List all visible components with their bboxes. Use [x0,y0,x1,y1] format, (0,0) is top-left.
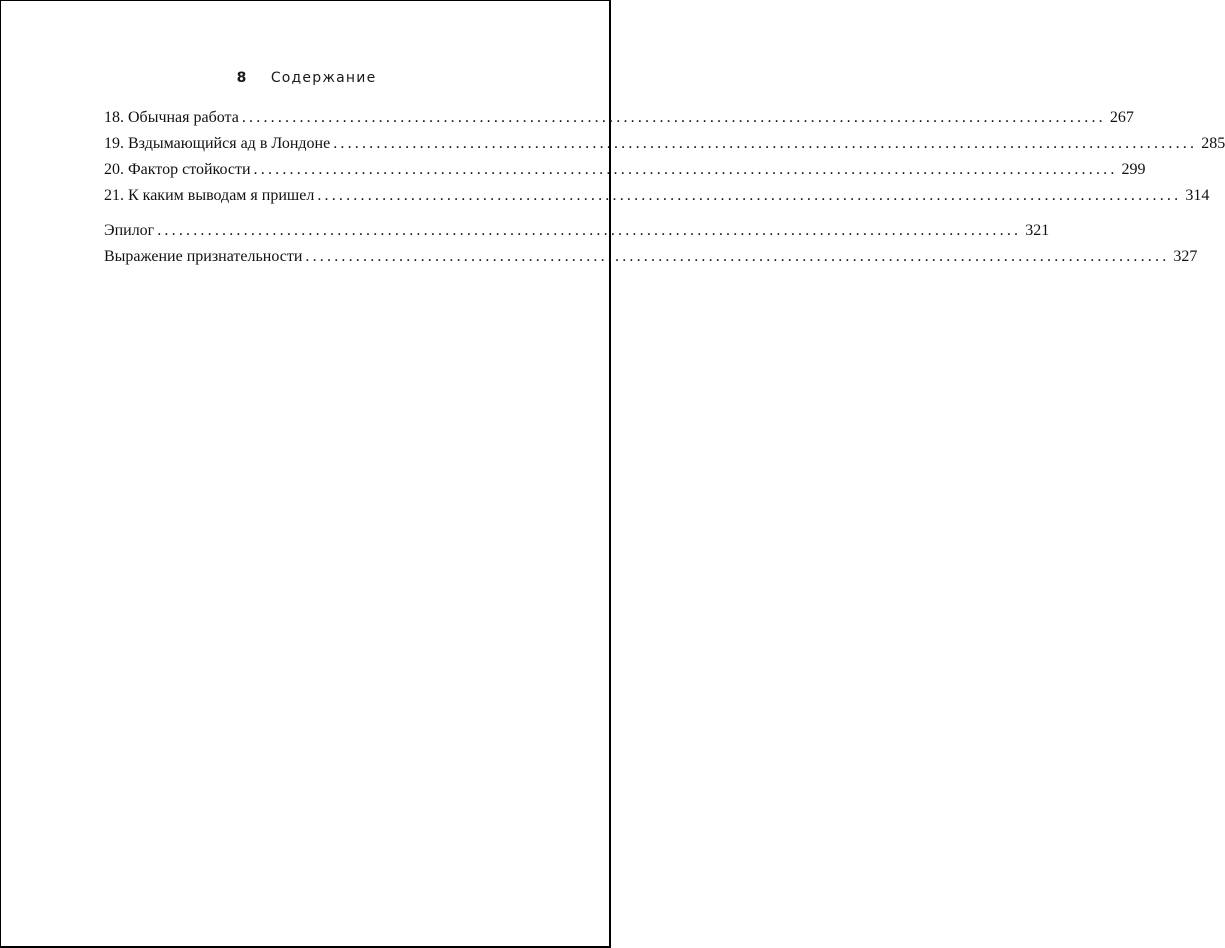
toc-entry-page: 327 [1173,248,1198,265]
toc-entry-title: 20. Фактор стойкости [104,161,251,178]
dot-leader: ........................................................................................................................ [333,135,1198,152]
toc-entry-page: 314 [1185,187,1210,204]
toc-entry-page: 285 [1201,135,1225,152]
running-head [1,70,612,86]
toc-entry [104,107,1134,133]
dot-leader: ........................................................................................................................ [305,248,1170,265]
dot-leader: ........................................................................................................................ [253,161,1118,178]
toc-entry-title: 18. Обычная работа [104,109,239,126]
page-number: 8 [236,70,247,86]
toc-entry-title: 21. К каким выводам я пришел [104,187,315,204]
dot-leader: ........................................................................................................................ [317,187,1182,204]
toc-entry-title: Эпилог [104,222,155,239]
toc-entry-title: Выражение признательности [104,248,303,265]
dot-leader: ........................................................................................................................ [241,109,1106,126]
toc-entry [104,159,1146,185]
section-title: Содержание [270,70,377,86]
dot-leader: ........................................................................................................................ [157,222,1022,239]
toc-entry [104,133,1225,159]
toc-entry [104,246,1198,272]
toc-entry-page: 299 [1121,161,1146,178]
toc-entry [104,220,1050,246]
toc-entry-page: 321 [1025,222,1050,239]
toc-entry [104,185,1210,211]
table-of-contents [104,107,1225,272]
toc-entry-page: 267 [1109,109,1134,126]
toc-entry-title: 19. Вздымающийся ад в Лондоне [104,135,331,152]
